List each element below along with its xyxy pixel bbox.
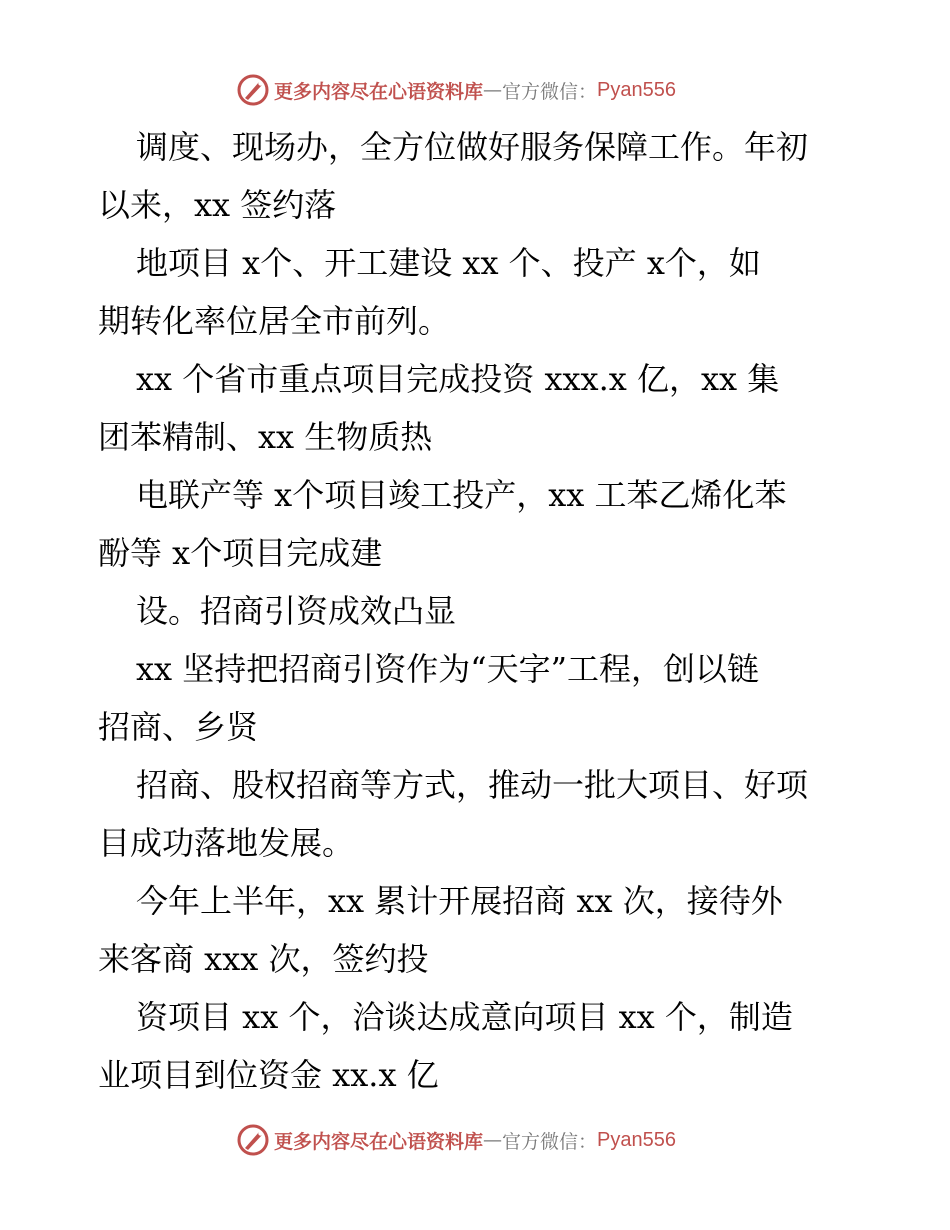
paragraph: 电联产等 x个项目竣工投产，xx 工苯乙烯化苯 酚等 x个项目完成建 <box>98 476 787 572</box>
watermark-brand: 更多内容尽在心语资料库 <box>274 1130 484 1153</box>
paragraph: 调度、现场办，全方位做好服务保障工作。年初 以来，xx 签约落 <box>98 128 809 224</box>
watermark-official-label: 官方微信： <box>502 1130 598 1153</box>
paragraph: 招商、股权招商等方式，推动一批大项目、好项 目成功落地发展。 <box>98 766 809 862</box>
watermark-official-label: 官方微信： <box>502 80 598 103</box>
watermark-wechat-id: Pyan556 <box>597 1128 676 1151</box>
watermark-brand: 更多内容尽在心语资料库 <box>274 80 484 103</box>
paragraph: 今年上半年，xx 累计开展招商 xx 次，接待外 来客商 xxx 次，签约投 <box>98 882 783 978</box>
watermark-wechat-id: Pyan556 <box>597 78 676 101</box>
watermark-separator: — <box>483 79 503 101</box>
pen-logo-icon <box>236 73 270 107</box>
watermark-separator: — <box>483 1129 503 1151</box>
footer-watermark <box>236 1122 676 1158</box>
header-watermark <box>236 72 676 108</box>
paragraph: xx 个省市重点项目完成投资 xxx.x 亿，xx 集 团苯精制、xx 生物质热 <box>98 360 780 456</box>
pen-logo-icon <box>236 1123 270 1157</box>
paragraph: 设。招商引资成效凸显 <box>136 592 457 630</box>
paragraph: 地项目 x个、开工建设 xx 个、投产 x个，如 期转化率位居全市前列。 <box>98 244 761 340</box>
paragraph: 资项目 xx 个，洽谈达成意向项目 xx 个，制造 业项目到位资金 xx.x 亿 <box>98 998 793 1094</box>
document-body <box>98 118 858 1104</box>
paragraph: xx 坚持把招商引资作为“天字”工程，创以链 招商、乡贤 <box>98 650 759 746</box>
